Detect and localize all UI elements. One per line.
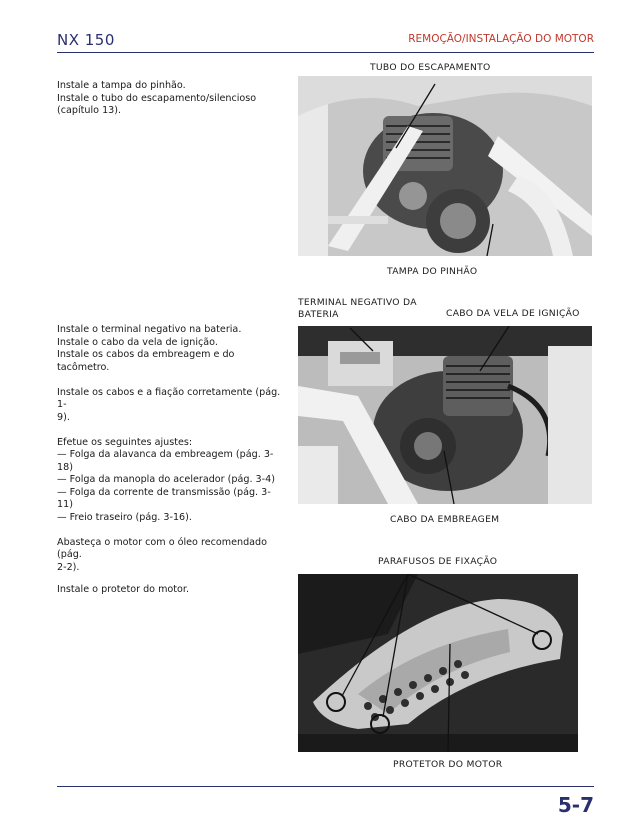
step2-line: 9). bbox=[57, 411, 70, 423]
step1-instructions bbox=[57, 80, 282, 118]
step2-line: Instale os cabos da embreagem e do tacômetro. bbox=[57, 349, 235, 373]
paragraph-gap bbox=[57, 374, 282, 387]
step2-line: Abasteça o motor com o óleo recomendado (pág. bbox=[57, 536, 268, 560]
step3-line: Instale o protetor do motor. bbox=[57, 584, 190, 595]
step2-line: Instale o cabo da vela de ignição. bbox=[57, 336, 218, 348]
step2-line: Efetue os seguintes ajustes: bbox=[57, 436, 193, 448]
step2-instructions bbox=[57, 324, 282, 574]
paragraph-gap bbox=[57, 424, 282, 437]
model-name: NX 150 bbox=[57, 31, 115, 49]
step1-line: (capítulo 13). bbox=[57, 105, 122, 116]
callout-sprocket-cover: TAMPA DO PINHÃO bbox=[387, 266, 478, 277]
header-divider bbox=[57, 52, 594, 53]
step2-line: — Folga da manopla do acelerador (pág. 3-4) bbox=[57, 474, 275, 485]
step2-line: — Folga da alavanca da embreagem (pág. 3-18) bbox=[57, 449, 274, 473]
engine-left-side-photo bbox=[298, 76, 592, 256]
step2-line: — Folga da corrente de transmissão (pág. 3-11) bbox=[57, 486, 271, 510]
section-title: REMOÇÃO/INSTALAÇÃO DO MOTOR bbox=[408, 33, 594, 45]
step2-line: Instale os cabos e a fiação corretamente (pág. 1- bbox=[57, 386, 281, 410]
callout-clutch-cable: CABO DA EMBREAGEM bbox=[390, 514, 500, 525]
step2-line: Instale o terminal negativo na bateria. bbox=[57, 324, 242, 335]
engine-right-side-photo bbox=[298, 326, 592, 504]
footer-divider bbox=[57, 786, 594, 787]
step1-line: Instale o tubo do escapamento/silencioso bbox=[57, 92, 257, 104]
callout-spark-plug-cap: CABO DA VELA DE IGNIÇÃO bbox=[446, 308, 580, 319]
page-number: 5-7 bbox=[557, 793, 594, 817]
engine-guard-photo bbox=[298, 574, 578, 752]
callout-exhaust-pipe: TUBO DO ESCAPAMENTO bbox=[370, 62, 491, 73]
step2-line: 2-2). bbox=[57, 561, 80, 573]
step2-line: — Freio traseiro (pág. 3-16). bbox=[57, 511, 192, 523]
step1-line: Instale a tampa do pinhão. bbox=[57, 80, 186, 91]
callout-battery-negative-terminal: TERMINAL NEGATIVO DA BATERIA bbox=[298, 297, 417, 320]
callout-mounting-bolts: PARAFUSOS DE FIXAÇÃO bbox=[378, 556, 498, 567]
step3-instructions bbox=[57, 584, 282, 597]
paragraph-gap bbox=[57, 524, 282, 537]
callout-engine-guard: PROTETOR DO MOTOR bbox=[393, 759, 503, 770]
